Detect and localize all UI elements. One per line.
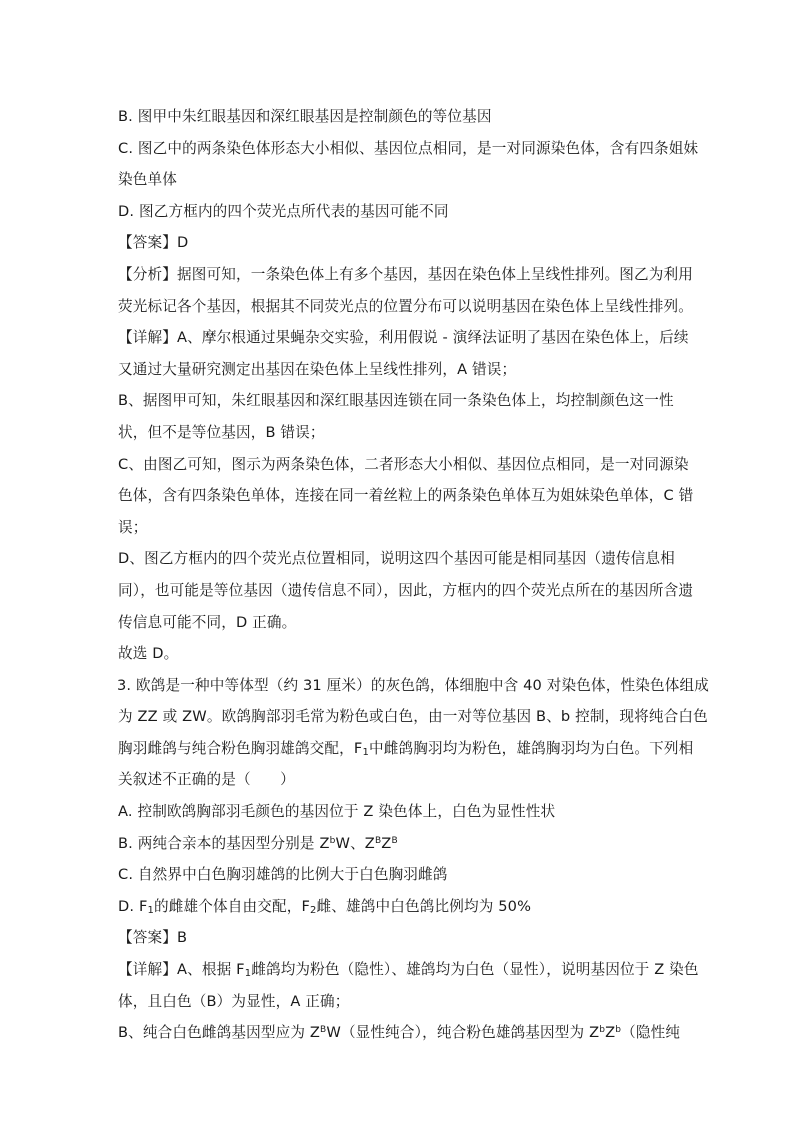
q3-detail-b-sup2: b <box>599 1025 606 1036</box>
q3-stem-line3 <box>118 733 694 765</box>
q3-option-d-sub1: 1 <box>147 904 155 916</box>
q3-option-b <box>118 828 678 860</box>
q3-detail-a-rest: 雌鸽均为粉色（隐性）、雄鸽均为白色（显性），说明基因位于 Z 染色 <box>251 961 699 979</box>
q3-option-d-sub2: 2 <box>310 904 317 916</box>
q3-stem-line3-rest: 中雌鸽胸羽均为粉色，雄鸽胸羽均为白色。下列相 <box>368 739 694 757</box>
q3-option-b-mid2: Z <box>381 834 392 852</box>
q2-option-c-line2: 染色单体 <box>118 171 177 189</box>
q2-answer: 【答案】D <box>118 234 189 252</box>
q3-option-b-sup1: b <box>329 835 336 846</box>
q3-detail-b-sup3: b <box>615 1025 622 1036</box>
q3-detail-b-sup1: B <box>320 1025 327 1036</box>
q2-detail-a-line1: 【详解】A、摩尔根通过果蝇杂交实验，利用假说 - 演绎法证明了基因在染色体上，后续 <box>118 329 689 347</box>
q3-detail-b-mid2: Z <box>605 1024 616 1042</box>
q2-detail-b-line2: 状，但不是等位基因，B 错误； <box>118 423 325 441</box>
q2-detail-b-line1: B、据图甲可知，朱红眼基因和深红眼基因连锁在同一条染色体上，均控制颜色这一性 <box>118 392 674 410</box>
q3-detail-b-mid: W（显性纯合），纯合粉色雄鸽基因型为 Z <box>326 1024 600 1042</box>
q3-detail-b-pre: B、纯合白色雌鸽基因型应为 Z <box>118 1024 321 1042</box>
q3-option-c: C. 自然界中白色胸羽雄鸽的比例大于白色胸羽雌鸽 <box>118 866 448 884</box>
q2-analysis-line2: 荧光标记各个基因，根据其不同荧光点的位置分布可以说明基因在染色体上呈线性排列。 <box>118 297 694 315</box>
q2-analysis-line1: 【分析】据图可知，一条染色体上有多个基因，基因在染色体上呈线性排列。图乙为利用 <box>118 265 694 283</box>
q2-option-c-line1: C. 图乙中的两条染色体形态大小相似、基因位点相同，是一对同源染色体，含有四条姐妹 <box>118 139 699 157</box>
q2-detail-d-line3: 传信息可能不同，D 正确。 <box>118 613 297 631</box>
q3-option-b-mid: W、Z <box>335 834 375 852</box>
q2-detail-d-line1: D、图乙方框内的四个荧光点位置相同，说明这四个基因可能是相同基因（遗传信息相 <box>118 550 675 568</box>
q3-detail-b-line1 <box>118 1017 681 1049</box>
q3-stem-line1: 3. 欧鸽是一种中等体型（约 31 厘米）的灰色鸽，体细胞中含 40 对染色体，性染色体组成 <box>117 676 709 694</box>
q3-option-b-pre: B. 两纯合亲本的基因型分别是 Z <box>118 834 330 852</box>
q3-stem-line4: 关叙述不正确的是（ ） <box>118 771 295 789</box>
q2-option-d: D. 图乙方框内的四个荧光点所代表的基因可能不同 <box>118 202 449 220</box>
q3-stem-line2: 为 ZZ 或 ZW。欧鸽胸部羽毛常为粉色或白色，由一对等位基因 B、b 控制，现将纯合白色 <box>118 708 708 726</box>
q2-detail-d-line2: 同），也可能是等位基因（遗传信息不同），因此，方框内的四个荧光点所在的基因所含遗 <box>118 581 694 599</box>
q3-detail-a-pre: 【详解】A、根据 F <box>118 961 245 979</box>
q3-option-b-sup3: B <box>391 835 398 846</box>
q3-detail-a-sub: 1 <box>244 968 252 980</box>
q2-conclusion: 故选 D。 <box>118 645 179 663</box>
q3-detail-b-rest: （隐性纯 <box>621 1024 681 1042</box>
q2-detail-c-line3: 误； <box>118 518 148 536</box>
q3-detail-a-line2: 体，且白色（B）为显性，A 正确； <box>118 992 350 1010</box>
q3-option-d <box>118 891 678 923</box>
q3-option-d-pre: D. F <box>118 897 148 915</box>
q2-detail-c-line2: 色体，含有四条染色单体，连接在同一着丝粒上的两条染色单体互为姐妹染色单体，C 错 <box>118 487 694 505</box>
document-body <box>117 101 709 1049</box>
q3-stem-line3-text: 胸羽雌鸽与纯合粉色胸羽雄鸽交配， <box>118 739 354 757</box>
q2-option-b: B. 图甲中朱红眼基因和深红眼基因是控制颜色的等位基因 <box>118 108 492 125</box>
q3-detail-a-line1 <box>118 954 699 986</box>
q2-detail-a-line2: 又通过大量研究测定出基因在染色体上呈线性排列，A 错误； <box>118 360 517 378</box>
q3-option-d-rest: 雌、雄鸽中白色鸽比例均为 50% <box>316 897 532 915</box>
q3-stem-f-sub: 1 <box>362 746 369 758</box>
q3-stem-f: F <box>353 739 363 757</box>
q2-detail-c-line1: C、由图乙可知，图示为两条染色体，二者形态大小相似、基因位点相同，是一对同源染 <box>118 455 689 473</box>
q3-option-a: A. 控制欧鸽胸部羽毛颜色的基因位于 Z 染色体上，白色为显性性状 <box>118 803 556 821</box>
q3-option-b-sup2: B <box>374 835 382 846</box>
q3-option-d-mid: 的雌雄个体自由交配，F <box>154 897 311 915</box>
q3-answer: 【答案】B <box>118 929 188 947</box>
